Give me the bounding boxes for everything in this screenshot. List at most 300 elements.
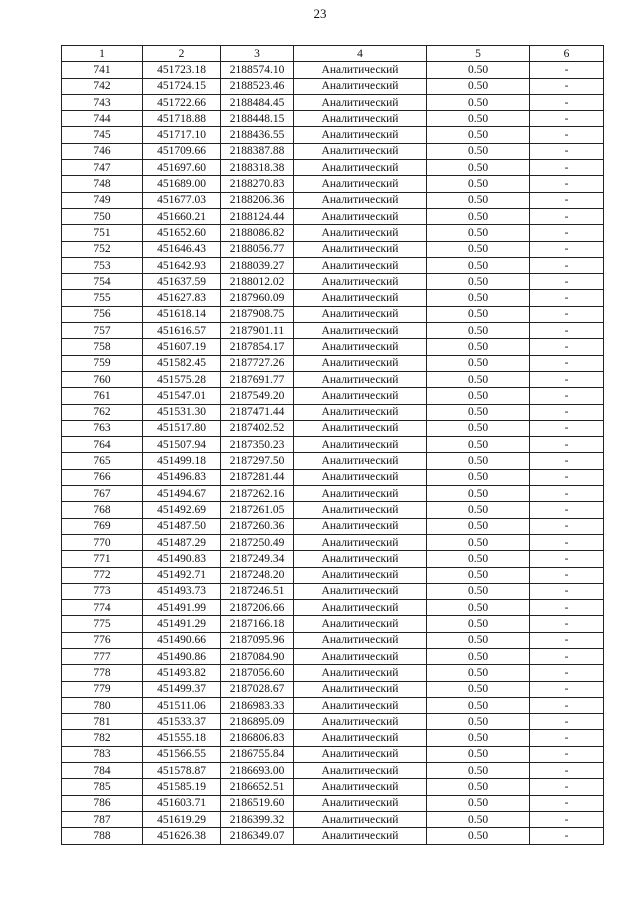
table-row <box>62 632 604 648</box>
y-coordinate-cell: 2187206.66 <box>221 600 294 616</box>
method-cell: Аналитический <box>294 681 427 697</box>
x-coordinate-cell: 451709.66 <box>143 143 221 159</box>
point-number-cell: 763 <box>62 420 143 436</box>
accuracy-cell: 0.50 <box>427 290 530 306</box>
method-cell: Аналитический <box>294 274 427 290</box>
point-number-cell: 776 <box>62 632 143 648</box>
table-row <box>62 437 604 453</box>
method-cell: Аналитический <box>294 763 427 779</box>
method-cell: Аналитический <box>294 78 427 94</box>
method-cell: Аналитический <box>294 730 427 746</box>
note-cell: - <box>530 62 604 78</box>
accuracy-cell: 0.50 <box>427 404 530 420</box>
y-coordinate-cell: 2187960.09 <box>221 290 294 306</box>
note-cell: - <box>530 697 604 713</box>
note-cell: - <box>530 518 604 534</box>
note-cell: - <box>530 502 604 518</box>
accuracy-cell: 0.50 <box>427 779 530 795</box>
accuracy-cell: 0.50 <box>427 600 530 616</box>
table-row <box>62 388 604 404</box>
note-cell: - <box>530 225 604 241</box>
x-coordinate-cell: 451652.60 <box>143 225 221 241</box>
table-row <box>62 78 604 94</box>
x-coordinate-cell: 451493.82 <box>143 665 221 681</box>
table-row <box>62 111 604 127</box>
y-coordinate-cell: 2187028.67 <box>221 681 294 697</box>
accuracy-cell: 0.50 <box>427 371 530 387</box>
accuracy-cell: 0.50 <box>427 551 530 567</box>
accuracy-cell: 0.50 <box>427 127 530 143</box>
x-coordinate-cell: 451490.83 <box>143 551 221 567</box>
method-cell: Аналитический <box>294 420 427 436</box>
note-cell: - <box>530 388 604 404</box>
x-coordinate-cell: 451499.37 <box>143 681 221 697</box>
method-cell: Аналитический <box>294 404 427 420</box>
method-cell: Аналитический <box>294 502 427 518</box>
point-number-cell: 775 <box>62 616 143 632</box>
method-cell: Аналитический <box>294 437 427 453</box>
point-number-cell: 757 <box>62 323 143 339</box>
accuracy-cell: 0.50 <box>427 208 530 224</box>
method-cell: Аналитический <box>294 714 427 730</box>
table-row <box>62 518 604 534</box>
y-coordinate-cell: 2188039.27 <box>221 257 294 273</box>
x-coordinate-cell: 451585.19 <box>143 779 221 795</box>
table-row <box>62 306 604 322</box>
point-number-cell: 777 <box>62 648 143 664</box>
accuracy-cell: 0.50 <box>427 420 530 436</box>
y-coordinate-cell: 2187471.44 <box>221 404 294 420</box>
method-cell: Аналитический <box>294 94 427 110</box>
y-coordinate-cell: 2187727.26 <box>221 355 294 371</box>
method-cell: Аналитический <box>294 208 427 224</box>
method-cell: Аналитический <box>294 111 427 127</box>
accuracy-cell: 0.50 <box>427 583 530 599</box>
y-coordinate-cell: 2188270.83 <box>221 176 294 192</box>
y-coordinate-cell: 2188484.45 <box>221 94 294 110</box>
table-row <box>62 567 604 583</box>
x-coordinate-cell: 451717.10 <box>143 127 221 143</box>
y-coordinate-cell: 2187261.05 <box>221 502 294 518</box>
method-cell: Аналитический <box>294 257 427 273</box>
point-number-cell: 750 <box>62 208 143 224</box>
note-cell: - <box>530 420 604 436</box>
note-cell: - <box>530 469 604 485</box>
method-cell: Аналитический <box>294 306 427 322</box>
accuracy-cell: 0.50 <box>427 714 530 730</box>
y-coordinate-cell: 2188206.36 <box>221 192 294 208</box>
x-coordinate-cell: 451722.66 <box>143 94 221 110</box>
note-cell: - <box>530 567 604 583</box>
point-number-cell: 741 <box>62 62 143 78</box>
point-number-cell: 759 <box>62 355 143 371</box>
point-number-cell: 769 <box>62 518 143 534</box>
note-cell: - <box>530 323 604 339</box>
table-row <box>62 257 604 273</box>
table-row <box>62 583 604 599</box>
accuracy-cell: 0.50 <box>427 632 530 648</box>
table-row <box>62 648 604 664</box>
method-cell: Аналитический <box>294 192 427 208</box>
method-cell: Аналитический <box>294 143 427 159</box>
note-cell: - <box>530 746 604 762</box>
column-header: 6 <box>530 46 604 62</box>
point-number-cell: 760 <box>62 371 143 387</box>
point-number-cell: 773 <box>62 583 143 599</box>
table-row <box>62 469 604 485</box>
y-coordinate-cell: 2187248.20 <box>221 567 294 583</box>
note-cell: - <box>530 437 604 453</box>
note-cell: - <box>530 78 604 94</box>
x-coordinate-cell: 451492.69 <box>143 502 221 518</box>
y-coordinate-cell: 2187166.18 <box>221 616 294 632</box>
point-number-cell: 745 <box>62 127 143 143</box>
y-coordinate-cell: 2187402.52 <box>221 420 294 436</box>
accuracy-cell: 0.50 <box>427 534 530 550</box>
method-cell: Аналитический <box>294 453 427 469</box>
point-number-cell: 778 <box>62 665 143 681</box>
x-coordinate-cell: 451499.18 <box>143 453 221 469</box>
accuracy-cell: 0.50 <box>427 78 530 94</box>
y-coordinate-cell: 2186806.83 <box>221 730 294 746</box>
note-cell: - <box>530 779 604 795</box>
note-cell: - <box>530 600 604 616</box>
x-coordinate-cell: 451511.06 <box>143 697 221 713</box>
accuracy-cell: 0.50 <box>427 94 530 110</box>
note-cell: - <box>530 730 604 746</box>
x-coordinate-cell: 451533.37 <box>143 714 221 730</box>
note-cell: - <box>530 404 604 420</box>
note-cell: - <box>530 486 604 502</box>
point-number-cell: 746 <box>62 143 143 159</box>
y-coordinate-cell: 2187260.36 <box>221 518 294 534</box>
note-cell: - <box>530 208 604 224</box>
accuracy-cell: 0.50 <box>427 176 530 192</box>
table-row <box>62 323 604 339</box>
method-cell: Аналитический <box>294 632 427 648</box>
note-cell: - <box>530 339 604 355</box>
column-header: 2 <box>143 46 221 62</box>
method-cell: Аналитический <box>294 518 427 534</box>
table-row <box>62 94 604 110</box>
column-header: 1 <box>62 46 143 62</box>
y-coordinate-cell: 2187084.90 <box>221 648 294 664</box>
method-cell: Аналитический <box>294 469 427 485</box>
table-row <box>62 681 604 697</box>
point-number-cell: 751 <box>62 225 143 241</box>
accuracy-cell: 0.50 <box>427 453 530 469</box>
x-coordinate-cell: 451582.45 <box>143 355 221 371</box>
accuracy-cell: 0.50 <box>427 437 530 453</box>
table-row <box>62 192 604 208</box>
note-cell: - <box>530 290 604 306</box>
note-cell: - <box>530 714 604 730</box>
x-coordinate-cell: 451677.03 <box>143 192 221 208</box>
table-row <box>62 62 604 78</box>
method-cell: Аналитический <box>294 779 427 795</box>
note-cell: - <box>530 306 604 322</box>
method-cell: Аналитический <box>294 371 427 387</box>
point-number-cell: 780 <box>62 697 143 713</box>
method-cell: Аналитический <box>294 600 427 616</box>
note-cell: - <box>530 127 604 143</box>
table-row <box>62 746 604 762</box>
accuracy-cell: 0.50 <box>427 274 530 290</box>
accuracy-cell: 0.50 <box>427 681 530 697</box>
note-cell: - <box>530 828 604 844</box>
accuracy-cell: 0.50 <box>427 111 530 127</box>
y-coordinate-cell: 2187262.16 <box>221 486 294 502</box>
accuracy-cell: 0.50 <box>427 502 530 518</box>
x-coordinate-cell: 451531.30 <box>143 404 221 420</box>
y-coordinate-cell: 2187901.11 <box>221 323 294 339</box>
note-cell: - <box>530 94 604 110</box>
page-number: 23 <box>313 6 327 21</box>
method-cell: Аналитический <box>294 176 427 192</box>
x-coordinate-cell: 451718.88 <box>143 111 221 127</box>
y-coordinate-cell: 2187246.51 <box>221 583 294 599</box>
y-coordinate-cell: 2186349.07 <box>221 828 294 844</box>
accuracy-cell: 0.50 <box>427 143 530 159</box>
note-cell: - <box>530 763 604 779</box>
y-coordinate-cell: 2186519.60 <box>221 795 294 811</box>
table-row <box>62 453 604 469</box>
y-coordinate-cell: 2187908.75 <box>221 306 294 322</box>
point-number-cell: 787 <box>62 811 143 827</box>
note-cell: - <box>530 160 604 176</box>
y-coordinate-cell: 2187350.23 <box>221 437 294 453</box>
note-cell: - <box>530 111 604 127</box>
x-coordinate-cell: 451626.38 <box>143 828 221 844</box>
point-number-cell: 784 <box>62 763 143 779</box>
point-number-cell: 753 <box>62 257 143 273</box>
point-number-cell: 762 <box>62 404 143 420</box>
point-number-cell: 747 <box>62 160 143 176</box>
note-cell: - <box>530 192 604 208</box>
x-coordinate-cell: 451487.50 <box>143 518 221 534</box>
accuracy-cell: 0.50 <box>427 795 530 811</box>
accuracy-cell: 0.50 <box>427 306 530 322</box>
y-coordinate-cell: 2188012.02 <box>221 274 294 290</box>
accuracy-cell: 0.50 <box>427 257 530 273</box>
point-number-cell: 754 <box>62 274 143 290</box>
point-number-cell: 771 <box>62 551 143 567</box>
note-cell: - <box>530 371 604 387</box>
accuracy-cell: 0.50 <box>427 697 530 713</box>
table-row <box>62 371 604 387</box>
method-cell: Аналитический <box>294 323 427 339</box>
y-coordinate-cell: 2188523.46 <box>221 78 294 94</box>
y-coordinate-cell: 2187249.34 <box>221 551 294 567</box>
point-number-cell: 758 <box>62 339 143 355</box>
y-coordinate-cell: 2187095.96 <box>221 632 294 648</box>
x-coordinate-cell: 451603.71 <box>143 795 221 811</box>
table-body <box>62 62 604 844</box>
accuracy-cell: 0.50 <box>427 648 530 664</box>
note-cell: - <box>530 551 604 567</box>
note-cell: - <box>530 241 604 257</box>
note-cell: - <box>530 632 604 648</box>
y-coordinate-cell: 2186895.09 <box>221 714 294 730</box>
column-header: 5 <box>427 46 530 62</box>
x-coordinate-cell: 451493.73 <box>143 583 221 599</box>
y-coordinate-cell: 2186693.00 <box>221 763 294 779</box>
method-cell: Аналитический <box>294 697 427 713</box>
method-cell: Аналитический <box>294 62 427 78</box>
point-number-cell: 749 <box>62 192 143 208</box>
accuracy-cell: 0.50 <box>427 616 530 632</box>
table-row <box>62 811 604 827</box>
point-number-cell: 752 <box>62 241 143 257</box>
y-coordinate-cell: 2187854.17 <box>221 339 294 355</box>
method-cell: Аналитический <box>294 290 427 306</box>
point-number-cell: 768 <box>62 502 143 518</box>
x-coordinate-cell: 451689.00 <box>143 176 221 192</box>
y-coordinate-cell: 2186755.84 <box>221 746 294 762</box>
method-cell: Аналитический <box>294 339 427 355</box>
table-row <box>62 339 604 355</box>
point-number-cell: 770 <box>62 534 143 550</box>
accuracy-cell: 0.50 <box>427 225 530 241</box>
point-number-cell: 779 <box>62 681 143 697</box>
accuracy-cell: 0.50 <box>427 486 530 502</box>
point-number-cell: 743 <box>62 94 143 110</box>
method-cell: Аналитический <box>294 583 427 599</box>
point-number-cell: 748 <box>62 176 143 192</box>
x-coordinate-cell: 451491.29 <box>143 616 221 632</box>
x-coordinate-cell: 451660.21 <box>143 208 221 224</box>
method-cell: Аналитический <box>294 616 427 632</box>
table-row <box>62 290 604 306</box>
column-header: 4 <box>294 46 427 62</box>
accuracy-cell: 0.50 <box>427 192 530 208</box>
method-cell: Аналитический <box>294 551 427 567</box>
point-number-cell: 742 <box>62 78 143 94</box>
y-coordinate-cell: 2187549.20 <box>221 388 294 404</box>
x-coordinate-cell: 451618.14 <box>143 306 221 322</box>
y-coordinate-cell: 2187297.50 <box>221 453 294 469</box>
table-row <box>62 795 604 811</box>
table-row <box>62 534 604 550</box>
table-row <box>62 763 604 779</box>
x-coordinate-cell: 451491.99 <box>143 600 221 616</box>
accuracy-cell: 0.50 <box>427 160 530 176</box>
y-coordinate-cell: 2187281.44 <box>221 469 294 485</box>
accuracy-cell: 0.50 <box>427 665 530 681</box>
coordinates-table <box>61 45 604 845</box>
note-cell: - <box>530 665 604 681</box>
accuracy-cell: 0.50 <box>427 763 530 779</box>
y-coordinate-cell: 2188448.15 <box>221 111 294 127</box>
x-coordinate-cell: 451547.01 <box>143 388 221 404</box>
y-coordinate-cell: 2186652.51 <box>221 779 294 795</box>
table-row <box>62 665 604 681</box>
note-cell: - <box>530 583 604 599</box>
accuracy-cell: 0.50 <box>427 241 530 257</box>
table-row <box>62 127 604 143</box>
note-cell: - <box>530 795 604 811</box>
point-number-cell: 755 <box>62 290 143 306</box>
y-coordinate-cell: 2187691.77 <box>221 371 294 387</box>
table-row <box>62 486 604 502</box>
x-coordinate-cell: 451619.29 <box>143 811 221 827</box>
point-number-cell: 767 <box>62 486 143 502</box>
table-row <box>62 502 604 518</box>
x-coordinate-cell: 451507.94 <box>143 437 221 453</box>
table-row <box>62 420 604 436</box>
point-number-cell: 756 <box>62 306 143 322</box>
table-row <box>62 143 604 159</box>
table-header-row <box>62 46 604 62</box>
point-number-cell: 774 <box>62 600 143 616</box>
point-number-cell: 764 <box>62 437 143 453</box>
accuracy-cell: 0.50 <box>427 355 530 371</box>
method-cell: Аналитический <box>294 160 427 176</box>
method-cell: Аналитический <box>294 534 427 550</box>
y-coordinate-cell: 2188574.10 <box>221 62 294 78</box>
method-cell: Аналитический <box>294 795 427 811</box>
table-row <box>62 404 604 420</box>
method-cell: Аналитический <box>294 127 427 143</box>
table-row <box>62 730 604 746</box>
note-cell: - <box>530 616 604 632</box>
x-coordinate-cell: 451517.80 <box>143 420 221 436</box>
accuracy-cell: 0.50 <box>427 746 530 762</box>
x-coordinate-cell: 451616.57 <box>143 323 221 339</box>
y-coordinate-cell: 2187250.49 <box>221 534 294 550</box>
x-coordinate-cell: 451723.18 <box>143 62 221 78</box>
point-number-cell: 785 <box>62 779 143 795</box>
note-cell: - <box>530 453 604 469</box>
accuracy-cell: 0.50 <box>427 388 530 404</box>
method-cell: Аналитический <box>294 665 427 681</box>
accuracy-cell: 0.50 <box>427 567 530 583</box>
method-cell: Аналитический <box>294 648 427 664</box>
y-coordinate-cell: 2188436.55 <box>221 127 294 143</box>
x-coordinate-cell: 451490.86 <box>143 648 221 664</box>
x-coordinate-cell: 451637.59 <box>143 274 221 290</box>
accuracy-cell: 0.50 <box>427 828 530 844</box>
method-cell: Аналитический <box>294 225 427 241</box>
y-coordinate-cell: 2188124.44 <box>221 208 294 224</box>
y-coordinate-cell: 2187056.60 <box>221 665 294 681</box>
table-row <box>62 176 604 192</box>
point-number-cell: 766 <box>62 469 143 485</box>
accuracy-cell: 0.50 <box>427 730 530 746</box>
x-coordinate-cell: 451494.67 <box>143 486 221 502</box>
y-coordinate-cell: 2188086.82 <box>221 225 294 241</box>
accuracy-cell: 0.50 <box>427 518 530 534</box>
point-number-cell: 782 <box>62 730 143 746</box>
point-number-cell: 786 <box>62 795 143 811</box>
method-cell: Аналитический <box>294 388 427 404</box>
note-cell: - <box>530 176 604 192</box>
table-row <box>62 697 604 713</box>
x-coordinate-cell: 451492.71 <box>143 567 221 583</box>
point-number-cell: 765 <box>62 453 143 469</box>
y-coordinate-cell: 2188056.77 <box>221 241 294 257</box>
table-row <box>62 600 604 616</box>
table-row <box>62 241 604 257</box>
x-coordinate-cell: 451566.55 <box>143 746 221 762</box>
table-row <box>62 208 604 224</box>
table-row <box>62 274 604 290</box>
x-coordinate-cell: 451627.83 <box>143 290 221 306</box>
method-cell: Аналитический <box>294 811 427 827</box>
point-number-cell: 783 <box>62 746 143 762</box>
note-cell: - <box>530 534 604 550</box>
note-cell: - <box>530 143 604 159</box>
